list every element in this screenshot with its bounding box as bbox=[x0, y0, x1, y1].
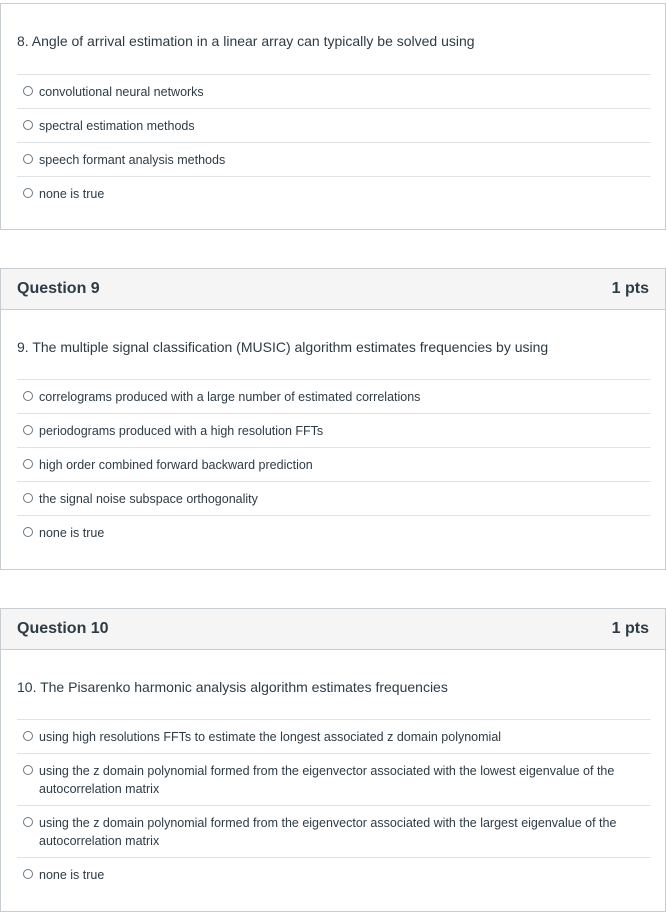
question-points: 1 pts bbox=[611, 280, 649, 297]
question-10-text: 10. The Pisarenko harmonic analysis algorithm estimates frequencies bbox=[17, 679, 448, 695]
answer-label: spectral estimation methods bbox=[39, 119, 195, 133]
question-8-text: 8. Angle of arrival estimation in a linear array can typically be solved using bbox=[17, 33, 475, 49]
radio-button[interactable] bbox=[23, 493, 33, 503]
answer-option[interactable] bbox=[17, 805, 651, 857]
answer-label: none is true bbox=[39, 187, 105, 201]
question-header bbox=[1, 269, 665, 310]
question-title: Question 9 bbox=[17, 280, 100, 297]
radio-button[interactable] bbox=[23, 731, 33, 741]
radio-button[interactable] bbox=[23, 391, 33, 401]
answer-option[interactable] bbox=[17, 481, 651, 515]
answer-option[interactable] bbox=[17, 447, 651, 481]
answer-option[interactable] bbox=[17, 857, 651, 891]
answer-label: none is true bbox=[39, 526, 105, 540]
radio-button[interactable] bbox=[23, 86, 33, 96]
answer-option[interactable] bbox=[17, 142, 651, 176]
answer-label: high order combined forward backward prediction bbox=[39, 458, 313, 472]
answer-label: using the z domain polynomial formed from the eigenvector associated with the lowest eigenvalue of the autocorrelation matrix bbox=[39, 764, 615, 796]
question-9-text: 9. The multiple signal classification (MUSIC) algorithm estimates frequencies by using bbox=[17, 339, 549, 355]
answer-label: correlograms produced with a large number of estimated correlations bbox=[39, 390, 421, 404]
radio-button[interactable] bbox=[23, 154, 33, 164]
answer-label: the signal noise subspace orthogonality bbox=[39, 492, 258, 506]
answer-option[interactable] bbox=[17, 108, 651, 142]
question-8-card bbox=[0, 3, 666, 230]
question-9-card bbox=[0, 268, 666, 570]
question-header bbox=[1, 609, 665, 650]
answer-option[interactable] bbox=[17, 753, 651, 805]
radio-button[interactable] bbox=[23, 425, 33, 435]
question-8-answers bbox=[17, 74, 651, 210]
answer-label: speech formant analysis methods bbox=[39, 153, 226, 167]
radio-button[interactable] bbox=[23, 527, 33, 537]
answer-option[interactable] bbox=[17, 379, 651, 413]
radio-button[interactable] bbox=[23, 765, 33, 775]
answer-label: using the z domain polynomial formed from the eigenvector associated with the largest eigenvalue of the autocorrelation matrix bbox=[39, 816, 617, 848]
answer-option[interactable] bbox=[17, 413, 651, 447]
answer-option[interactable] bbox=[17, 719, 651, 753]
answer-label: using high resolutions FFTs to estimate the longest associated z domain polynomial bbox=[39, 730, 502, 744]
radio-button[interactable] bbox=[23, 459, 33, 469]
answer-option[interactable] bbox=[17, 74, 651, 108]
answer-label: none is true bbox=[39, 868, 105, 882]
question-10-card bbox=[0, 608, 666, 912]
question-points: 1 pts bbox=[611, 620, 649, 637]
radio-button[interactable] bbox=[23, 817, 33, 827]
radio-button[interactable] bbox=[23, 869, 33, 879]
question-9-answers bbox=[17, 379, 651, 549]
radio-button[interactable] bbox=[23, 120, 33, 130]
question-title: Question 10 bbox=[17, 620, 109, 637]
answer-option[interactable] bbox=[17, 176, 651, 210]
question-10-answers bbox=[17, 719, 651, 891]
answer-label: periodograms produced with a high resolution FFTs bbox=[39, 424, 324, 438]
answer-option[interactable] bbox=[17, 515, 651, 549]
radio-button[interactable] bbox=[23, 188, 33, 198]
answer-label: convolutional neural networks bbox=[39, 85, 204, 99]
